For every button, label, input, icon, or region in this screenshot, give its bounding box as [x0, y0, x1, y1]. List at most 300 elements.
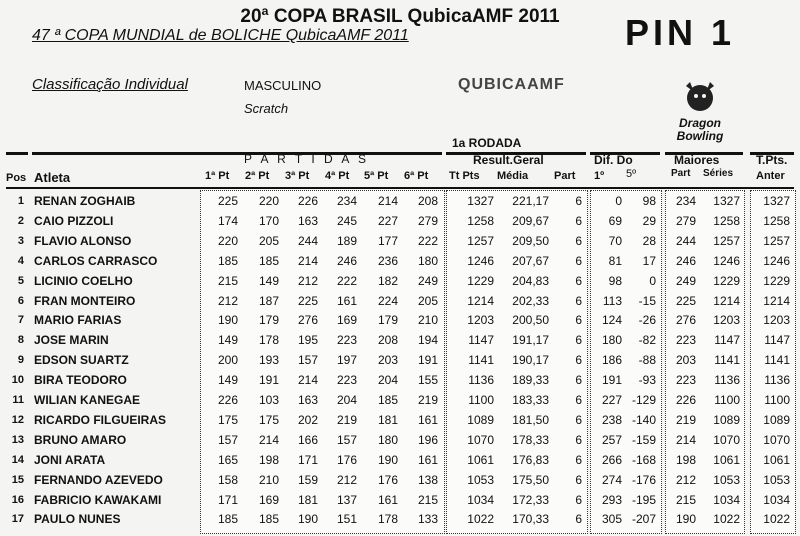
high-game-cell: 223 — [675, 333, 696, 348]
col-g2: 2ª Pt — [245, 170, 270, 182]
game2-cell: 149 — [258, 273, 279, 288]
game5-cell: 176 — [377, 472, 398, 487]
diff-fifth-cell: -15 — [638, 293, 656, 308]
high-series-cell: 1229 — [713, 273, 740, 288]
diff-fifth-cell: -207 — [631, 512, 656, 527]
game5-cell: 182 — [377, 273, 398, 288]
game3-cell: 276 — [297, 313, 318, 328]
previous-total-cell: 1089 — [763, 412, 790, 427]
athlete-name: BIRA TEODORO — [34, 373, 127, 388]
game3-cell: 171 — [297, 452, 318, 467]
games-played-cell: 6 — [575, 492, 582, 507]
dif-header: Dif. Do — [594, 153, 633, 167]
game1-cell: 215 — [217, 273, 238, 288]
previous-total-cell: 1203 — [763, 313, 790, 328]
game5-cell: 224 — [377, 293, 398, 308]
high-series-cell: 1257 — [713, 233, 740, 248]
athlete-name: MARIO FARIAS — [34, 313, 122, 328]
table-row — [0, 491, 800, 511]
table-row — [0, 331, 800, 351]
games-played-cell: 6 — [575, 313, 582, 328]
high-series-cell: 1258 — [713, 213, 740, 228]
high-game-cell: 244 — [675, 233, 696, 248]
game4-cell: 197 — [336, 353, 357, 368]
game5-cell: 178 — [377, 512, 398, 527]
total-points-cell: 1258 — [467, 213, 494, 228]
athlete-name: FRAN MONTEIRO — [34, 293, 136, 308]
total-points-cell: 1022 — [467, 512, 494, 527]
previous-total-cell: 1141 — [764, 353, 790, 368]
game4-cell: 246 — [336, 253, 357, 268]
average-cell: 176,83 — [512, 452, 549, 467]
game1-cell: 225 — [217, 194, 238, 208]
high-game-cell: 223 — [675, 373, 696, 388]
games-played-cell: 6 — [575, 233, 582, 248]
game5-cell: 214 — [377, 194, 398, 208]
position: 15 — [11, 473, 24, 486]
position: 12 — [11, 413, 24, 426]
high-game-cell: 219 — [675, 412, 696, 427]
col-maiores-series: Séries — [703, 168, 734, 179]
table-row — [0, 311, 800, 331]
table-row — [0, 192, 800, 212]
average-cell: 175,50 — [512, 472, 549, 487]
high-game-cell: 212 — [675, 472, 696, 487]
game5-cell: 236 — [377, 253, 398, 268]
game1-cell: 190 — [217, 313, 238, 328]
game1-cell: 175 — [217, 412, 238, 427]
diff-first-cell: 81 — [608, 253, 622, 268]
game3-cell: 195 — [297, 333, 318, 348]
total-points-cell: 1214 — [467, 293, 494, 308]
games-played-cell: 6 — [575, 194, 582, 208]
athlete-name: RICARDO FILGUEIRAS — [34, 412, 166, 427]
game3-cell: 244 — [297, 233, 318, 248]
position: 8 — [17, 334, 24, 347]
game1-cell: 185 — [217, 253, 238, 268]
game3-cell: 202 — [297, 412, 318, 427]
diff-first-cell: 305 — [601, 512, 622, 527]
games-played-cell: 6 — [575, 333, 582, 348]
table-row — [0, 252, 800, 272]
game6-cell: 194 — [417, 333, 438, 348]
dragon-logo-text: Dragon Bowling — [676, 116, 724, 143]
diff-first-cell: 191 — [601, 373, 622, 388]
game6-cell: 138 — [417, 472, 438, 487]
game4-cell: 223 — [336, 333, 357, 348]
diff-fifth-cell: -129 — [631, 393, 656, 407]
col-g5: 5ª Pt — [364, 170, 389, 182]
diff-first-cell: 180 — [601, 333, 622, 348]
diff-fifth-cell: 28 — [642, 233, 656, 248]
col-dif5: 5º — [626, 168, 637, 180]
average-cell: 209,50 — [512, 233, 549, 248]
average-cell: 221,17 — [512, 194, 549, 208]
high-series-cell: 1089 — [713, 412, 740, 427]
game5-cell: 185 — [377, 393, 398, 407]
game4-cell: 189 — [336, 233, 357, 248]
total-points-cell: 1257 — [467, 233, 494, 248]
game6-cell: 205 — [417, 293, 438, 308]
game3-cell: 159 — [297, 472, 318, 487]
previous-total-cell: 1257 — [763, 233, 790, 248]
game4-cell: 223 — [336, 373, 357, 388]
athlete-name: JONI ARATA — [34, 452, 106, 467]
table-row — [0, 212, 800, 232]
previous-total-cell: 1147 — [764, 333, 790, 348]
game1-cell: 158 — [217, 472, 238, 487]
game3-cell: 190 — [297, 512, 318, 527]
game1-cell: 149 — [217, 333, 238, 348]
table-row — [0, 471, 800, 491]
game4-cell: 212 — [336, 472, 357, 487]
previous-total-cell: 1053 — [763, 472, 790, 487]
total-points-cell: 1034 — [467, 492, 494, 507]
high-game-cell: 246 — [675, 253, 696, 268]
diff-first-cell: 69 — [608, 213, 622, 228]
game3-cell: 166 — [297, 432, 318, 447]
total-points-cell: 1141 — [468, 353, 494, 368]
game2-cell: 220 — [258, 194, 279, 208]
section-title: Classificação Individual — [32, 76, 188, 93]
high-game-cell: 215 — [675, 492, 696, 507]
diff-fifth-cell: -140 — [631, 412, 656, 427]
previous-total-cell: 1136 — [764, 373, 790, 388]
game5-cell: 190 — [377, 452, 398, 467]
athlete-name: RENAN ZOGHAIB — [34, 194, 136, 208]
total-points-cell: 1147 — [468, 333, 494, 348]
position: 5 — [17, 274, 24, 287]
game6-cell: 210 — [417, 313, 438, 328]
game2-cell: 205 — [258, 233, 279, 248]
games-played-cell: 6 — [575, 273, 582, 288]
table-row — [0, 371, 800, 391]
total-points-cell: 1089 — [467, 412, 494, 427]
average-cell: 209,67 — [512, 213, 549, 228]
diff-fifth-cell: 98 — [642, 194, 656, 208]
game4-cell: 157 — [336, 432, 357, 447]
average-cell: 202,33 — [512, 293, 549, 308]
game3-cell: 225 — [297, 293, 318, 308]
game5-cell: 161 — [377, 492, 398, 507]
game3-cell: 226 — [297, 194, 318, 208]
game6-cell: 222 — [417, 233, 438, 248]
diff-first-cell: 257 — [601, 432, 622, 447]
diff-first-cell: 98 — [608, 273, 622, 288]
games-played-cell: 6 — [575, 353, 582, 368]
high-series-cell: 1147 — [714, 333, 740, 348]
diff-first-cell: 186 — [601, 353, 622, 368]
game4-cell: 161 — [336, 293, 357, 308]
diff-fifth-cell: -168 — [631, 452, 656, 467]
games-played-cell: 6 — [575, 253, 582, 268]
diff-fifth-cell: -93 — [638, 373, 656, 388]
gender-label: MASCULINO — [244, 78, 322, 93]
high-game-cell: 234 — [675, 194, 696, 208]
table-row — [0, 391, 800, 411]
high-series-cell: 1327 — [713, 194, 740, 208]
game1-cell: 200 — [217, 353, 238, 368]
average-cell: 183,33 — [512, 393, 549, 407]
average-cell: 181,50 — [512, 412, 549, 427]
game6-cell: 161 — [417, 412, 438, 427]
game6-cell: 249 — [417, 273, 438, 288]
game3-cell: 214 — [297, 373, 318, 388]
pin-logo: PIN 1 — [625, 12, 736, 53]
game2-cell: 170 — [258, 213, 279, 228]
high-series-cell: 1141 — [714, 353, 740, 368]
game3-cell: 212 — [297, 273, 318, 288]
games-played-cell: 6 — [575, 293, 582, 308]
game4-cell: 151 — [336, 512, 357, 527]
previous-total-cell: 1034 — [763, 492, 790, 507]
diff-first-cell: 0 — [615, 194, 622, 208]
table-row — [0, 431, 800, 451]
game1-cell: 171 — [217, 492, 238, 507]
game1-cell: 185 — [217, 512, 238, 527]
position: 1 — [17, 195, 24, 207]
high-game-cell: 214 — [675, 432, 696, 447]
maiores-header: Maiores — [674, 153, 720, 167]
high-series-cell: 1061 — [713, 452, 740, 467]
previous-total-cell: 1022 — [763, 512, 790, 527]
col-g6: 6ª Pt — [404, 170, 429, 182]
high-game-cell: 249 — [675, 273, 696, 288]
diff-fifth-cell: -88 — [638, 353, 656, 368]
athlete-name: FLAVIO ALONSO — [34, 233, 132, 248]
games-played-cell: 6 — [575, 452, 582, 467]
average-cell: 178,33 — [512, 432, 549, 447]
high-game-cell: 190 — [675, 512, 696, 527]
game2-cell: 169 — [258, 492, 279, 507]
game5-cell: 203 — [377, 353, 398, 368]
game5-cell: 208 — [377, 333, 398, 348]
game6-cell: 279 — [417, 213, 438, 228]
page-title: 20ª COPA BRASIL QubicaAMF 2011 — [240, 6, 560, 27]
table-row — [0, 232, 800, 252]
games-played-cell: 6 — [575, 512, 582, 527]
game5-cell: 227 — [377, 213, 398, 228]
game2-cell: 185 — [258, 253, 279, 268]
table-row — [0, 272, 800, 292]
tpts-header: T.Pts. — [756, 153, 788, 167]
diff-fifth-cell: 0 — [649, 273, 656, 288]
col-g4: 4ª Pt — [325, 170, 350, 182]
average-cell: 204,83 — [512, 273, 549, 288]
col-maiores-part: Part — [671, 168, 691, 179]
position: 10 — [11, 374, 24, 387]
total-points-cell: 1203 — [467, 313, 494, 328]
col-media: Média — [497, 170, 529, 182]
high-game-cell: 203 — [675, 353, 696, 368]
average-cell: 190,17 — [512, 353, 549, 368]
col-dif1: 1º — [594, 170, 605, 182]
previous-total-cell: 1061 — [763, 452, 790, 467]
position: 14 — [11, 453, 24, 466]
game4-cell: 204 — [336, 393, 357, 407]
game1-cell: 149 — [217, 373, 238, 388]
table-row — [0, 292, 800, 312]
table-row — [0, 351, 800, 371]
total-points-cell: 1136 — [468, 373, 494, 388]
diff-fifth-cell: 29 — [642, 213, 656, 228]
game3-cell: 163 — [297, 393, 318, 407]
diff-fifth-cell: -176 — [631, 472, 656, 487]
diff-first-cell: 238 — [601, 412, 622, 427]
game4-cell: 219 — [336, 412, 357, 427]
diff-first-cell: 124 — [601, 313, 622, 328]
athlete-name: PAULO NUNES — [34, 512, 121, 527]
game3-cell: 214 — [297, 253, 318, 268]
dragon-bowling-logo — [655, 78, 745, 144]
high-series-cell: 1070 — [713, 432, 740, 447]
game2-cell: 179 — [258, 313, 279, 328]
game4-cell: 137 — [336, 492, 357, 507]
partidas-header: P A R T I D A S — [244, 152, 370, 166]
high-game-cell: 225 — [675, 293, 696, 308]
page-subtitle: 47 ª COPA MUNDIAL de BOLICHE QubicaAMF 2011 — [32, 27, 409, 44]
game2-cell: 185 — [258, 512, 279, 527]
game2-cell: 198 — [258, 452, 279, 467]
average-cell: 200,50 — [512, 313, 549, 328]
high-series-cell: 1246 — [713, 253, 740, 268]
diff-fifth-cell: -82 — [638, 333, 656, 348]
diff-first-cell: 266 — [601, 452, 622, 467]
average-cell: 207,67 — [512, 253, 549, 268]
average-cell: 172,33 — [512, 492, 549, 507]
game6-cell: 196 — [417, 432, 438, 447]
athlete-name: CARLOS CARRASCO — [34, 253, 158, 268]
dragon-icon — [680, 78, 720, 114]
athlete-name: FABRICIO KAWAKAMI — [34, 492, 162, 507]
average-cell: 170,33 — [512, 512, 549, 527]
qubica-logo: QUBICAAMF — [458, 76, 565, 93]
col-part: Part — [554, 170, 576, 182]
athlete-name: CAIO PIZZOLI — [34, 213, 114, 228]
col-g1: 1ª Pt — [205, 170, 230, 182]
game6-cell: 215 — [417, 492, 438, 507]
previous-total-cell: 1258 — [763, 213, 790, 228]
previous-total-cell: 1327 — [763, 194, 790, 208]
high-game-cell: 226 — [675, 393, 696, 407]
game1-cell: 174 — [217, 213, 238, 228]
total-points-cell: 1053 — [467, 472, 494, 487]
position: 2 — [17, 214, 24, 227]
position: 6 — [17, 294, 24, 307]
high-game-cell: 279 — [675, 213, 696, 228]
game3-cell: 157 — [297, 353, 318, 368]
game6-cell: 219 — [417, 393, 438, 407]
game1-cell: 165 — [217, 452, 238, 467]
games-played-cell: 6 — [575, 393, 582, 407]
average-cell: 189,33 — [512, 373, 549, 388]
table-row — [0, 510, 800, 530]
athlete-name: FERNANDO AZEVEDO — [34, 472, 163, 487]
athlete-name: JOSE MARIN — [34, 333, 109, 348]
game2-cell: 175 — [258, 412, 279, 427]
average-cell: 191,17 — [512, 333, 549, 348]
diff-first-cell: 274 — [601, 472, 622, 487]
game4-cell: 234 — [336, 194, 357, 208]
round-label: 1a RODADA — [452, 136, 522, 150]
game4-cell: 245 — [336, 213, 357, 228]
games-played-cell: 6 — [575, 432, 582, 447]
position: 7 — [17, 314, 24, 327]
total-points-cell: 1100 — [468, 393, 494, 407]
diff-fifth-cell: 17 — [642, 253, 656, 268]
high-series-cell: 1100 — [714, 393, 740, 407]
diff-fifth-cell: -195 — [631, 492, 656, 507]
games-played-cell: 6 — [575, 373, 582, 388]
game2-cell: 191 — [258, 373, 279, 388]
result-header: Result.Geral — [473, 153, 544, 167]
position: 13 — [11, 433, 24, 446]
previous-total-cell: 1070 — [763, 432, 790, 447]
game4-cell: 176 — [336, 452, 357, 467]
game2-cell: 214 — [258, 432, 279, 447]
game3-cell: 181 — [297, 492, 318, 507]
games-played-cell: 6 — [575, 412, 582, 427]
games-played-cell: 6 — [575, 472, 582, 487]
col-pos: Pos — [6, 172, 27, 184]
game1-cell: 157 — [217, 432, 238, 447]
high-series-cell: 1203 — [713, 313, 740, 328]
position: 16 — [11, 493, 24, 506]
position: 11 — [12, 394, 24, 406]
position: 4 — [17, 254, 24, 267]
game2-cell: 187 — [258, 293, 279, 308]
diff-first-cell: 293 — [601, 492, 622, 507]
previous-total-cell: 1246 — [763, 253, 790, 268]
game6-cell: 208 — [417, 194, 438, 208]
athlete-name: WILIAN KANEGAE — [34, 393, 140, 407]
game5-cell: 204 — [377, 373, 398, 388]
athlete-name: EDSON SUARTZ — [34, 353, 129, 368]
mode-label: Scratch — [244, 101, 289, 116]
athlete-name: BRUNO AMARO — [34, 432, 127, 447]
total-points-cell: 1327 — [467, 194, 494, 208]
diff-first-cell: 70 — [608, 233, 622, 248]
game2-cell: 178 — [258, 333, 279, 348]
table-row — [0, 451, 800, 471]
table-row — [0, 411, 800, 431]
game1-cell: 212 — [217, 293, 238, 308]
game5-cell: 179 — [377, 313, 398, 328]
position: 9 — [17, 354, 24, 367]
game6-cell: 155 — [417, 373, 438, 388]
total-points-cell: 1229 — [467, 273, 494, 288]
previous-total-cell: 1100 — [764, 393, 790, 407]
game6-cell: 191 — [417, 353, 438, 368]
game2-cell: 103 — [258, 393, 279, 407]
game4-cell: 222 — [336, 273, 357, 288]
game5-cell: 180 — [377, 432, 398, 447]
athlete-name: LICINIO COELHO — [34, 273, 133, 288]
diff-first-cell: 227 — [601, 393, 622, 407]
high-series-cell: 1136 — [714, 373, 740, 388]
game6-cell: 180 — [417, 253, 438, 268]
game3-cell: 163 — [297, 213, 318, 228]
high-series-cell: 1053 — [713, 472, 740, 487]
previous-total-cell: 1214 — [763, 293, 790, 308]
position: 17 — [11, 513, 24, 526]
game6-cell: 161 — [417, 452, 438, 467]
col-g3: 3ª Pt — [285, 170, 310, 182]
col-anter: Anter — [756, 170, 785, 182]
col-atleta: Atleta — [34, 170, 71, 185]
game1-cell: 226 — [217, 393, 238, 407]
total-points-cell: 1061 — [467, 452, 494, 467]
